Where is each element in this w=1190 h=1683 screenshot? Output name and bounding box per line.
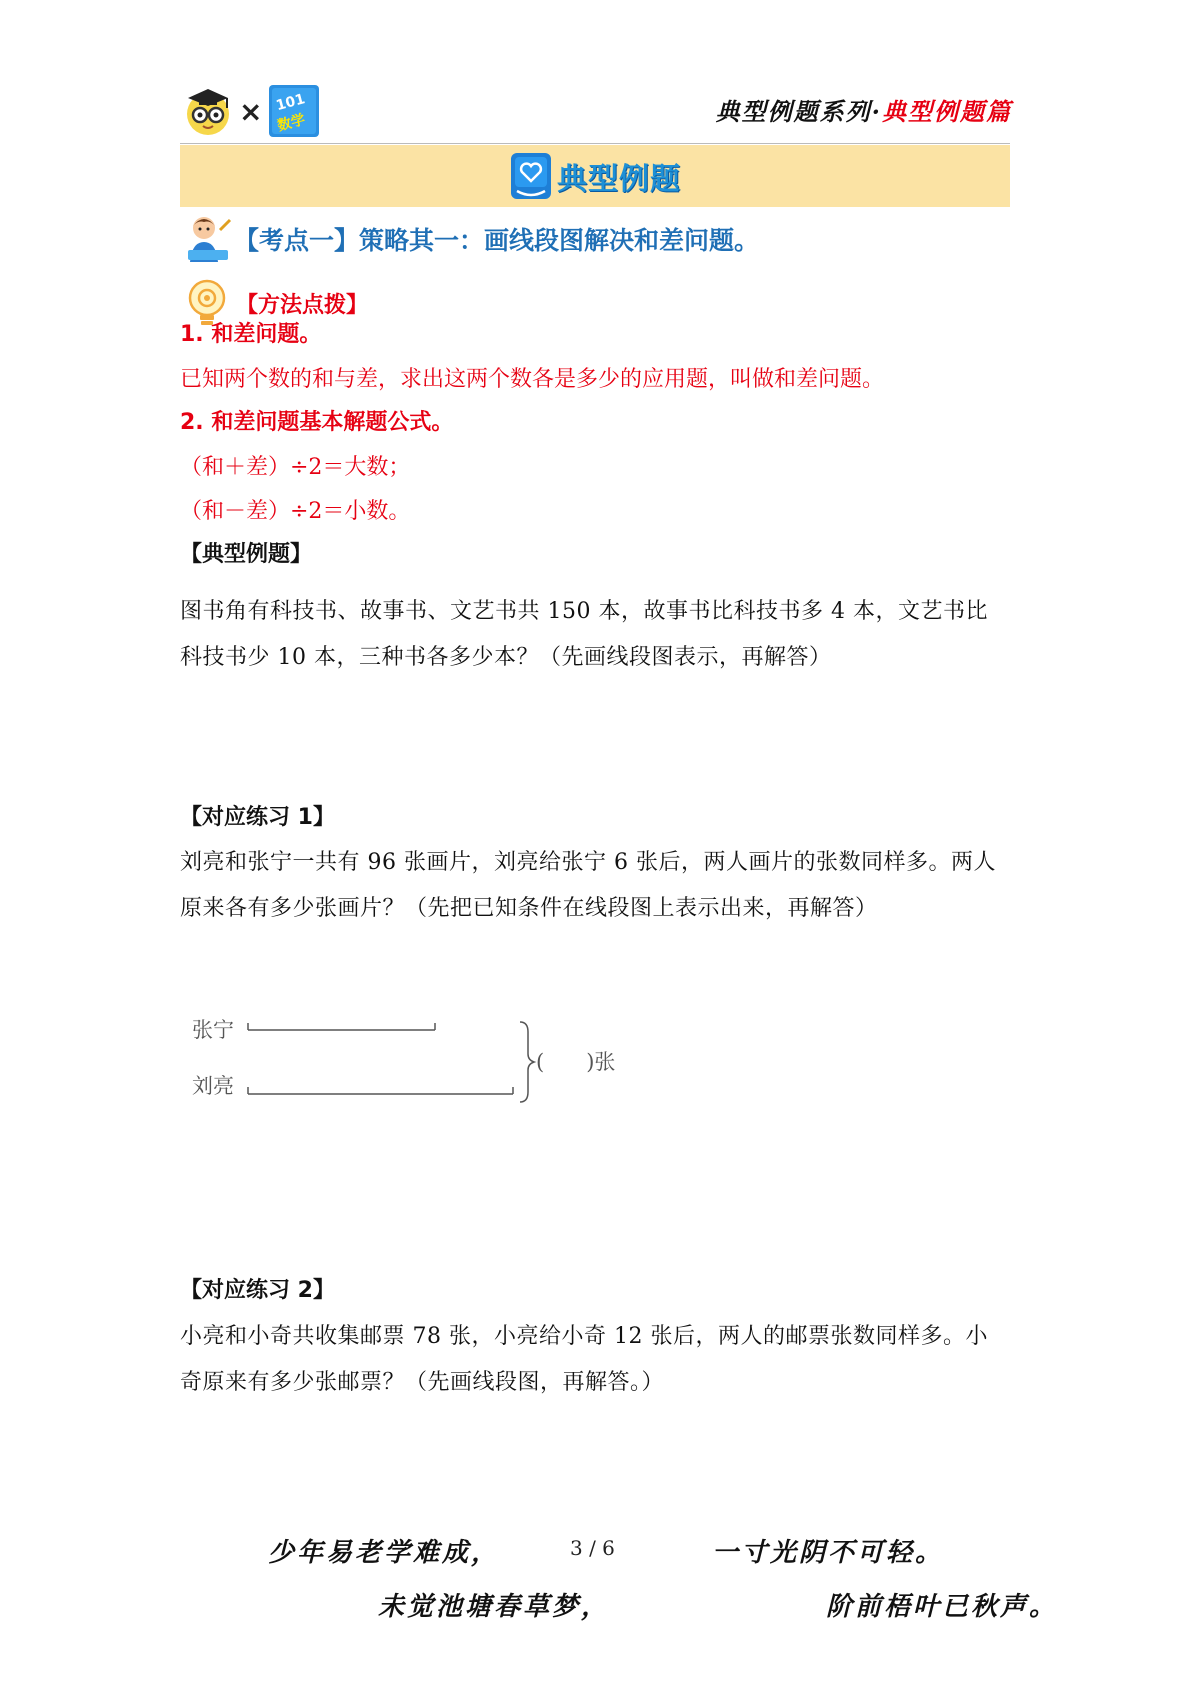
footer-poem-line1: 少年易老学难成， bbox=[268, 1538, 501, 1568]
segment-zhangning bbox=[248, 1023, 435, 1030]
series-prefix: 典型例题系列· bbox=[715, 97, 882, 126]
practice1-title: 【对应练习 1】 bbox=[180, 805, 335, 830]
practice1-text: 刘亮和张宁一共有 96 张画片，刘亮给张宁 6 张后，两人画片的张数同样多。两人原来各有多少张画片？（先把已知条件在线段图上表示出来，再解答） bbox=[180, 850, 996, 921]
brace-answer-blank: ( )张 bbox=[536, 1050, 616, 1074]
example-title: 【典型例题】 bbox=[180, 542, 313, 567]
example-text: 图书角有科技书、故事书、文艺书共 150 本，故事书比科技书多 4 本，文艺书比科技书少 10 本，三种书各多少本？（先画线段图表示，再解答） bbox=[180, 599, 988, 670]
series-suffix: 典型例题篇 bbox=[882, 97, 1012, 126]
method-title: 【方法点拨】 bbox=[236, 292, 369, 318]
owl-scholar-icon bbox=[183, 86, 233, 136]
header-logos bbox=[183, 83, 320, 139]
section-banner bbox=[180, 145, 1010, 207]
footer-poem-line3: 未觉池塘春草梦， bbox=[378, 1592, 611, 1622]
heart-card-icon bbox=[509, 151, 553, 201]
student-reading-icon bbox=[184, 214, 232, 264]
point2-title: 2. 和差问题基本解题公式。 bbox=[180, 410, 454, 435]
footer-poem-line4: 阶前梧叶已秋声。 bbox=[826, 1592, 1059, 1622]
header-divider bbox=[180, 143, 1010, 144]
svg-text:101: 101 bbox=[274, 91, 308, 115]
kaodian-heading bbox=[184, 214, 759, 264]
point1-title: 1. 和差问题。 bbox=[180, 322, 322, 347]
svg-text:数学: 数学 bbox=[276, 111, 308, 135]
formula-2: （和－差）÷2＝小数。 bbox=[180, 499, 411, 524]
kaodian-title: 【考点一】策略其一：画线段图解决和差问题。 bbox=[234, 226, 760, 255]
formula-1: （和＋差）÷2＝大数； bbox=[180, 455, 411, 480]
line-segment-diagram bbox=[240, 1010, 540, 1110]
practice2-text: 小亮和小奇共收集邮票 78 张，小亮给小奇 12 张后，两人的邮票张数同样多。小奇原来有多少张邮票？（先画线段图，再解答。） bbox=[180, 1324, 988, 1395]
page-number: 3 / 6 bbox=[570, 1536, 615, 1560]
series-title bbox=[716, 92, 1012, 127]
footer-poem-line2: 一寸光阴不可轻。 bbox=[712, 1538, 945, 1568]
brand-101-math-icon bbox=[268, 84, 320, 138]
point1-text: 已知两个数的和与差，求出这两个数各是多少的应用题，叫做和差问题。 bbox=[180, 367, 885, 392]
segment-label-liuliang: 刘亮 bbox=[192, 1074, 234, 1098]
right-brace bbox=[520, 1022, 534, 1102]
practice2-title: 【对应练习 2】 bbox=[180, 1278, 335, 1303]
times-sign: × bbox=[239, 94, 263, 128]
banner-title: 典型例题 bbox=[557, 162, 681, 197]
segment-label-zhangning: 张宁 bbox=[192, 1018, 234, 1042]
segment-liuliang bbox=[248, 1087, 513, 1094]
